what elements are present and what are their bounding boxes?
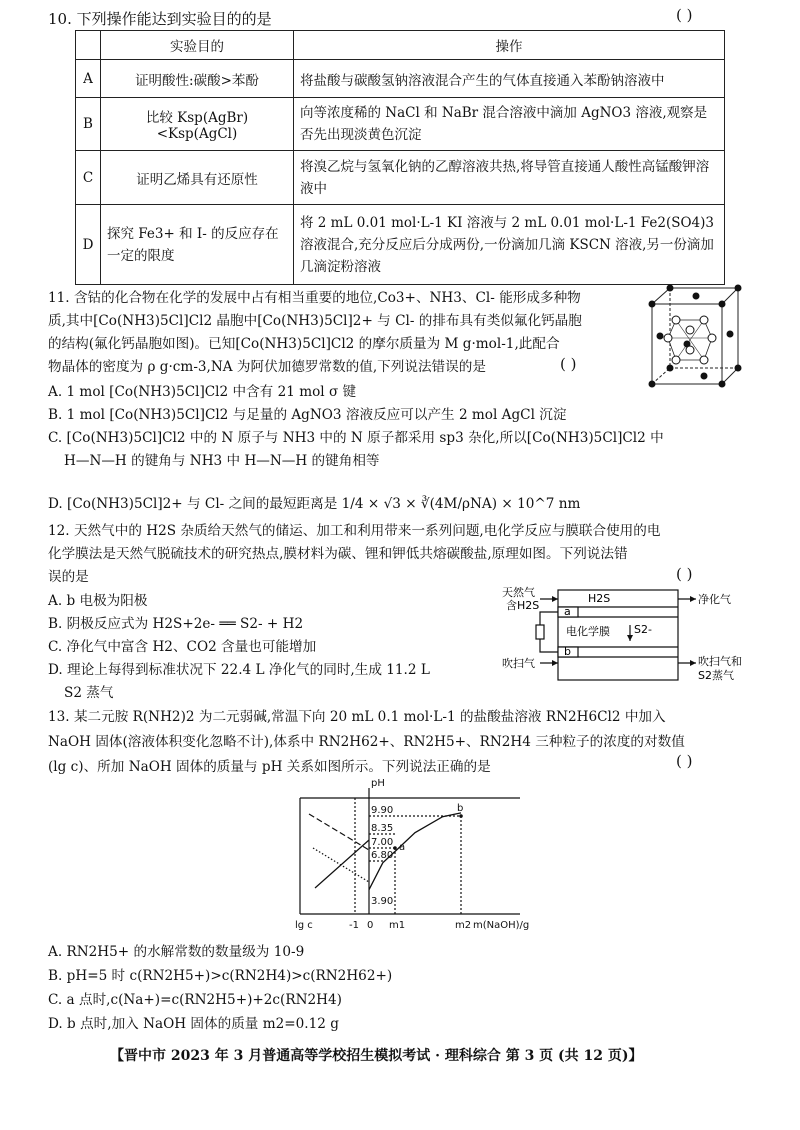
fig-sweep-out-label: 吹扫气和 [698, 655, 742, 668]
point-b-marker [459, 814, 463, 818]
q12-options [48, 590, 488, 705]
q11-answer-paren: ( ) [560, 355, 577, 373]
row-purpose: 比较 Ksp(AgBr)<Ksp(AgCl) [101, 98, 294, 151]
row-operation: 向等浓度稀的 NaCl 和 NaBr 混合溶液中滴加 AgNO3 溶液,观察是否先出现淡黄色沉淀 [294, 98, 725, 151]
row-purpose: 探究 Fe3+ 和 I- 的反应存在一定的限度 [101, 205, 294, 285]
table-row [76, 205, 725, 285]
q11-line: 的结构(氟化钙晶胞如图)。已知[Co(NH3)5Cl]Cl2 的摩尔质量为 M g·mol-1,此配合 [48, 336, 560, 352]
fig-s2-vapor-label: S2蒸气 [698, 669, 734, 682]
table-row [76, 60, 725, 98]
q12-answer-paren: ( ) [676, 565, 693, 583]
y-tick-label: 7.00 [371, 837, 394, 848]
y-axis-label: pH [371, 778, 385, 789]
q11-option-a: A. 1 mol [Co(NH3)5Cl]Cl2 中含有 21 mol σ 键 [48, 384, 357, 400]
row-purpose: 证明酸性:碳酸>苯酚 [101, 60, 294, 98]
x-tick-label: 0 [367, 920, 374, 931]
row-letter: B [76, 98, 101, 151]
lgc-series-solid [315, 840, 369, 888]
y-tick-label: 3.90 [371, 896, 394, 907]
fig-contains-h2s-label: 含H2S [506, 599, 540, 612]
page-footer: 【晋中市 2023 年 3 月普通高等学校招生模拟考试 · 理科综合 第 3 页 (共 12 页)】 [110, 1048, 643, 1064]
q11-option-c: C. [Co(NH3)5Cl]Cl2 中的 N 原子与 NH3 中的 N 原子都采用 sp3 杂化,所以[Co(NH3)5Cl]Cl2 中 [48, 430, 664, 446]
q12-line: 化学膜法是天然气脱硫技术的研究热点,膜材料为碳、锂和钾低共熔碳酸盐,原理如图。下列说法错 [48, 546, 628, 562]
x-tick-label: m2 [455, 920, 472, 931]
q10-stem: 10. 下列操作能达到实验目的的是 [48, 10, 272, 28]
x-tick-label: -1 [349, 920, 359, 931]
table-row [76, 151, 725, 205]
q12-option-d: D. 理论上每得到标准状况下 22.4 L 净化气的同时,生成 11.2 L [48, 662, 430, 678]
lgc-series-dotted [313, 848, 369, 882]
y-tick-label: 8.35 [371, 823, 394, 834]
q11-line: 质,其中[Co(NH3)5Cl]Cl2 晶胞中[Co(NH3)5Cl]2+ 与 Cl- 的排布具有类似氟化钙晶胞 [48, 313, 582, 329]
row-letter: D [76, 205, 101, 285]
q13-options [48, 940, 768, 1036]
fig-h2s-label: H2S [588, 592, 611, 605]
electrochemical-membrane-figure [500, 585, 750, 690]
fig-electrode-b-label: b [564, 645, 571, 658]
table-row [76, 98, 725, 151]
q13-option-b: B. pH=5 时 c(RN2H5+)>c(RN2H4)>c(RN2H62+) [48, 968, 393, 984]
x-left-label: lg c [295, 920, 313, 931]
point-a-marker [393, 846, 397, 850]
y-tick-label: 9.90 [371, 805, 394, 816]
q12-option-d-cont: S2 蒸气 [64, 685, 114, 701]
y-tick-label: 6.80 [371, 850, 394, 861]
q11-line: 11. 含钴的化合物在化学的发展中占有相当重要的地位,Co3+、NH3、Cl- 能形成多种物 [48, 290, 581, 306]
q11-options [48, 381, 768, 516]
point-b-label: b [457, 803, 464, 814]
q13-answer-paren: ( ) [676, 752, 693, 770]
q13-line: NaOH 固体(溶液体积变化忽略不计),体系中 RN2H62+、RN2H5+、RN2H4 三种粒子的浓度的对数值 [48, 734, 685, 750]
lgc-series-dashed [309, 814, 369, 850]
row-letter: A [76, 60, 101, 98]
fluorite-unit-cell-figure [642, 284, 742, 390]
q12-option-b: B. 阴极反应式为 H2S+2e- ══ S2- + H2 [48, 616, 304, 632]
q12-line: 误的是 [48, 569, 89, 585]
fig-electrode-a-label: a [564, 605, 571, 618]
q10-answer-paren: ( ) [676, 6, 693, 24]
row-operation: 将 2 mL 0.01 mol·L-1 KI 溶液与 2 mL 0.01 mol·L-1 Fe2(SO4)3 溶液混合,充分反应后分成两份,一份滴加几滴 KSCN 溶液,另一份滴加几滴淀粉溶液 [294, 205, 725, 285]
row-letter: C [76, 151, 101, 205]
ph-lgc-chart [285, 778, 545, 938]
q11-option-d: D. [Co(NH3)5Cl]2+ 与 Cl- 之间的最短距离是 1/4 × √3 × ∛(4M/ρNA) × 10^7 nm [48, 496, 581, 512]
q12-option-a: A. b 电极为阳极 [48, 593, 148, 609]
q11-stem [48, 287, 638, 379]
q11-option-c-cont: H—N—H 的键角与 NH3 中 H—N—H 的键角相等 [64, 453, 380, 469]
q13-option-d: D. b 点时,加入 NaOH 固体的质量 m2=0.12 g [48, 1016, 339, 1032]
fig-sulfide-ion-label: S2- [634, 623, 652, 636]
q13-option-a: A. RN2H5+ 的水解常数的数量级为 10-9 [48, 944, 305, 960]
q12-option-c: C. 净化气中富含 H2、CO2 含量也可能增加 [48, 639, 317, 655]
q12-stem [48, 520, 778, 589]
q13-line: (lg c)、所加 NaOH 固体的质量与 pH 关系如图所示。下列说法正确的是 [48, 759, 491, 775]
q12-line: 12. 天然气中的 H2S 杂质给天然气的储运、加工和利用带来一系列问题,电化学反应与膜联合使用的电 [48, 523, 661, 539]
q13-stem [48, 705, 778, 780]
q10-table [75, 30, 725, 285]
q13-option-c: C. a 点时,c(Na+)=c(RN2H5+)+2c(RN2H4) [48, 992, 342, 1008]
row-operation: 将盐酸与碳酸氢钠溶液混合产生的气体直接通入苯酚钠溶液中 [294, 60, 725, 98]
row-purpose: 证明乙烯具有还原性 [101, 151, 294, 205]
q11-option-b: B. 1 mol [Co(NH3)5Cl]Cl2 与足量的 AgNO3 溶液反应可以产生 2 mol AgCl 沉淀 [48, 407, 567, 423]
q11-line: 物晶体的密度为 ρ g·cm-3,NA 为阿伏加德罗常数的值,下列说法错误的是 [48, 359, 486, 375]
q13-line: 13. 某二元胺 R(NH2)2 为二元弱碱,常温下向 20 mL 0.1 mol·L-1 的盐酸盐溶液 RN2H6Cl2 中加入 [48, 709, 666, 725]
x-axis-label: m(NaOH)/g [473, 920, 530, 931]
point-a-label: a [399, 842, 406, 853]
table-header-purpose: 实验目的 [101, 31, 294, 60]
row-operation: 将溴乙烷与氢氧化钠的乙醇溶液共热,将导管直接通人酸性高锰酸钾溶液中 [294, 151, 725, 205]
table-header-operation: 操作 [294, 31, 725, 60]
fig-membrane-label: 电化学膜 [566, 625, 610, 638]
table-header-letter [76, 31, 101, 60]
table-header-row [76, 31, 725, 60]
fig-natural-gas-label: 天然气 [502, 586, 535, 599]
fig-purified-gas-label: 净化气 [698, 593, 731, 606]
fig-sweep-gas-label: 吹扫气 [502, 657, 535, 670]
x-tick-label: m1 [389, 920, 406, 931]
